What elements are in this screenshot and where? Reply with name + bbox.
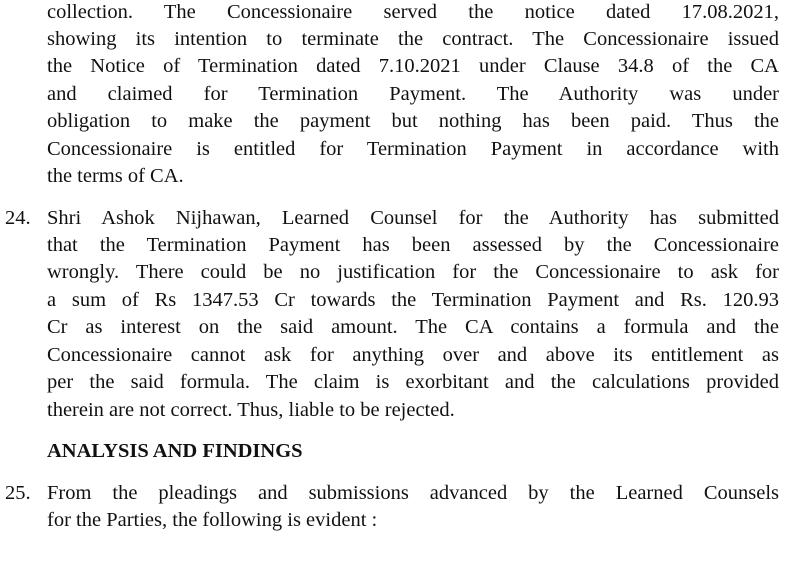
- text-line: for the Parties, the following is evident :: [47, 509, 378, 531]
- text-line: that the Termination Payment has been assessed by the Concessionaire: [47, 234, 779, 256]
- section-heading: ANALYSIS AND FINDINGS: [47, 440, 303, 462]
- text-line: Cr as interest on the said amount. The CA contains a formula and the: [47, 316, 779, 338]
- text-line: per the said formula. The claim is exorbitant and the calculations provided: [47, 371, 779, 393]
- text-line: collection. The Concessionaire served the notice dated 17.08.2021,: [47, 1, 779, 23]
- paragraph-number: 25.: [5, 482, 31, 504]
- text-line: wrongly. There could be no justification for the Concessionaire to ask for: [47, 261, 779, 283]
- text-line: therein are not correct. Thus, liable to be rejected.: [47, 399, 455, 421]
- text-line: showing its intention to terminate the contract. The Concessionaire issued: [47, 28, 779, 50]
- text-line: a sum of Rs 1347.53 Cr towards the Termination Payment and Rs. 120.93: [47, 289, 779, 311]
- paragraph-number: 24.: [5, 207, 31, 229]
- text-line: Concessionaire cannot ask for anything over and above its entitlement as: [47, 344, 779, 366]
- text-line: obligation to make the payment but nothing has been paid. Thus the: [47, 110, 779, 132]
- text-line: and claimed for Termination Payment. The Authority was under: [47, 83, 779, 105]
- text-line: Concessionaire is entitled for Termination Payment in accordance with: [47, 138, 779, 160]
- text-line: the Notice of Termination dated 7.10.2021 under Clause 34.8 of the CA: [47, 55, 779, 77]
- text-line: the terms of CA.: [47, 165, 184, 187]
- text-line: From the pleadings and submissions advanced by the Learned Counsels: [47, 482, 779, 504]
- text-line: Shri Ashok Nijhawan, Learned Counsel for the Authority has submitted: [47, 207, 779, 229]
